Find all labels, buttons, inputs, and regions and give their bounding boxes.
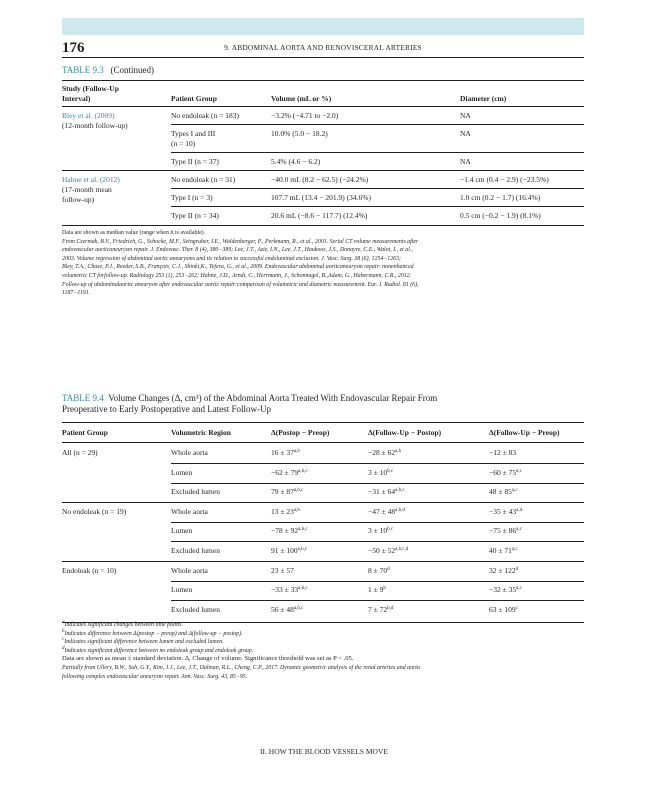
column-header-followup-preop: Δ(Follow-Up − Preop) xyxy=(489,428,560,437)
delta-followup-postop xyxy=(368,448,401,458)
delta-followup-postop-text: −31 ± 64 xyxy=(368,487,396,497)
diameter-value: 1.0 cm (0.2 − 1.7) (16.4%) xyxy=(460,193,541,202)
volumetric-region xyxy=(171,605,220,615)
reference-line: Bley, T.A., Chase, P.J., Reeder, S.B., François, C.J., Shinki,K., Tefera, G., et al., 2009. Endovascular abdominal aorticaneurysm repair: nonenhanced xyxy=(62,264,414,271)
delta-followup-postop-text: 1 ± 9 xyxy=(368,585,384,595)
delta-followup-preop xyxy=(489,546,518,556)
footnote-mark: d xyxy=(62,645,65,651)
table-9-4 xyxy=(62,422,584,622)
diameter-value: NA xyxy=(460,157,471,166)
diameter-value: −1.4 cm (0.4 − 2.9) (−23.5%) xyxy=(460,175,549,184)
delta-followup-postop xyxy=(368,546,408,556)
delta-followup-postop-text: −50 ± 52 xyxy=(368,546,396,555)
group-rule xyxy=(62,561,584,562)
study-interval: (17-month mean xyxy=(62,185,112,194)
running-head: 9. ABDOMINAL AORTA AND RENOVISCERAL ARTERIES xyxy=(224,43,422,52)
volume-value: −40.0 mL (8.2 − 62.5) (−24.2%) xyxy=(271,175,369,184)
delta-postop-preop xyxy=(271,507,300,517)
diameter-value: NA xyxy=(460,111,471,120)
delta-followup-postop xyxy=(368,487,405,497)
volumetric-region-text: Excluded lumen xyxy=(171,604,220,614)
column-header-group: Patient Group xyxy=(62,428,108,437)
footnote xyxy=(62,647,584,656)
reference-line: 2003. Volume regression of abdominal aortic aneurysms and its relation to successful endoluminal exclusion. J. Vasc. Surg. 38 (6), 1254−1263; xyxy=(62,255,401,262)
row-rule xyxy=(171,124,584,125)
footnote xyxy=(62,630,584,639)
table-top-rule xyxy=(62,422,584,423)
delta-followup-preop-text: −32 ± 35 xyxy=(489,585,517,595)
volume-value: −3.2% (−4.71 to −2.0) xyxy=(271,111,339,120)
row-rule xyxy=(171,581,584,582)
row-rule xyxy=(171,483,584,484)
volumetric-region xyxy=(171,448,208,458)
caption-text: (Continued) xyxy=(110,65,155,75)
reference-line: endovascular aorticaneurysm repair. J. Endovasc. Ther. 8 (4), 380−389; Lee, J.T., Aziz, I.N., Lee, J.T., Haukoos, J.S., Donayre, C.E., Walot, I., et al., xyxy=(62,247,413,254)
page-number: 176 xyxy=(62,40,85,56)
significance-mark: a,b xyxy=(395,449,402,454)
significance-mark: a,c xyxy=(511,547,518,552)
study-link-bley[interactable]: Bley et al. (2009) xyxy=(62,111,115,120)
significance-mark: a,b,c,d xyxy=(395,547,409,552)
column-header-study-cont: Interval) xyxy=(62,94,91,103)
delta-postop-preop xyxy=(271,585,308,595)
patient-group: Types I and III xyxy=(171,129,216,138)
reference-line: volumetric CT forfollow-up. Radiology 253 (1), 253−262; Hahne, J.D., Arndt, C., Herrmann, J., Schonnagel, B.,Adam, G., Habermann, C.R., 2012. xyxy=(62,272,412,279)
significance-mark: a,b,c xyxy=(293,605,304,611)
row-rule xyxy=(171,541,584,542)
delta-followup-preop xyxy=(489,566,518,576)
table-label: TABLE 9.3 xyxy=(62,65,104,75)
header-rule xyxy=(62,442,584,443)
significance-mark: b,c xyxy=(387,527,394,533)
delta-postop-preop xyxy=(271,605,303,615)
delta-followup-preop-text: 48 ± 85 xyxy=(489,487,512,497)
reference-line: Follow-up of abdominalaortic aneurysm after endovascular aortic repair:comparison of volumetric and diametric measurement. Eur. J. Radiol. 81 (6), xyxy=(62,281,419,288)
significance-mark: b xyxy=(383,586,386,592)
delta-followup-preop xyxy=(489,585,522,595)
volume-value: 10.0% (5.0 − 18.2) xyxy=(271,129,328,138)
delta-postop-preop-text: −33 ± 33 xyxy=(271,585,299,595)
delta-followup-preop-text: 63 ± 109 xyxy=(489,604,516,614)
delta-followup-postop-text: −47 ± 48 xyxy=(368,506,396,516)
delta-followup-postop xyxy=(368,566,390,576)
column-header-diameter: Diameter (cm) xyxy=(460,94,507,103)
row-rule xyxy=(171,152,584,153)
volume-value: 5.4% (4.6 − 6.2) xyxy=(271,157,321,166)
significance-mark: b,c xyxy=(387,468,394,474)
study-interval: (12-month follow-up) xyxy=(62,121,128,130)
delta-followup-preop xyxy=(489,468,522,478)
significance-mark: a,b,c xyxy=(298,586,308,592)
patient-group xyxy=(62,507,126,517)
row-rule xyxy=(171,600,584,601)
patient-group xyxy=(62,566,116,576)
delta-followup-postop-text: 3 ± 10 xyxy=(368,526,388,536)
source-line: Partially from Ullery, B.W., Suh, G.Y., Kim, J.J., Lee, J.T., Dalman, R.L., Cheng, C.P., 2017. Dynamic geometric analysis of the renal arteries and aorta xyxy=(62,664,420,671)
delta-followup-postop-text: 7 ± 72 xyxy=(368,604,388,614)
table-9-3-notes xyxy=(62,229,584,298)
significance-mark: a,b,c xyxy=(298,468,308,474)
volumetric-region xyxy=(171,487,220,497)
footnote-mark: a xyxy=(62,620,65,625)
volumetric-region-text: Whole aorta xyxy=(171,565,208,575)
significance-mark: a,b xyxy=(293,449,300,454)
volumetric-region-text: Lumen xyxy=(171,526,193,536)
volumetric-region xyxy=(171,585,192,595)
header-rule xyxy=(62,106,584,107)
volumetric-region xyxy=(171,546,220,556)
delta-postop-preop xyxy=(271,487,303,497)
delta-postop-preop xyxy=(271,468,308,478)
volumetric-region-text: Excluded lumen xyxy=(171,546,220,555)
caption-text-cont: Preoperative to Early Postoperative and Latest Follow-Up xyxy=(62,404,271,414)
patient-group: Type I (n = 3) xyxy=(171,193,213,202)
delta-followup-preop-text: 32 ± 122 xyxy=(489,565,516,575)
patient-group: No endoleak (n = 31) xyxy=(171,175,236,184)
significance-mark: a,b,c xyxy=(297,547,308,552)
table-bottom-rule xyxy=(62,225,584,226)
delta-postop-preop-text: 23 ± 57 xyxy=(271,565,294,575)
delta-followup-preop-text: −60 ± 75 xyxy=(489,467,517,477)
delta-postop-preop xyxy=(271,546,307,556)
volumetric-region-text: Whole aorta xyxy=(171,448,208,457)
page-footer: II. HOW THE BLOOD VESSELS MOVE xyxy=(260,747,388,756)
delta-followup-preop xyxy=(489,507,522,517)
significance-mark: a,c xyxy=(516,586,522,592)
significance-mark: a,b xyxy=(293,507,300,513)
delta-postop-preop-text: −78 ± 92 xyxy=(271,526,299,536)
footnote xyxy=(62,621,584,630)
patient-group: Type II (n = 34) xyxy=(171,211,219,220)
delta-followup-preop xyxy=(489,526,522,536)
group-rule xyxy=(62,502,584,503)
diameter-value: 0.5 cm (−0.2 − 1.9) (8.1%) xyxy=(460,211,541,220)
volumetric-region-text: Lumen xyxy=(171,467,193,477)
significance-mark: a,c xyxy=(511,488,518,494)
table-9-3-caption xyxy=(62,65,154,76)
delta-followup-preop-text: 40 ± 71 xyxy=(489,546,512,555)
delta-followup-preop xyxy=(489,448,516,458)
row-rule xyxy=(171,206,584,207)
caption-text: Volume Changes (Δ, cm³) of the Abdominal Aorta Treated With Endovascular Repair From xyxy=(108,393,438,403)
significance-mark: b,d xyxy=(387,605,394,611)
significance-mark: a,b,d xyxy=(395,507,405,513)
patient-group-count: (n = 10) xyxy=(171,139,196,148)
patient-group-text: All (n = 29) xyxy=(62,448,98,457)
top-color-bar xyxy=(62,18,584,35)
patient-group-text: Endoleak (n = 10) xyxy=(62,565,117,575)
volumetric-region xyxy=(171,468,192,478)
row-rule xyxy=(171,522,584,523)
diameter-value: NA xyxy=(460,129,471,138)
row-rule xyxy=(171,463,584,464)
significance-mark: d xyxy=(387,566,390,572)
significance-mark: a,b,c xyxy=(293,488,304,494)
delta-followup-postop-text: 8 ± 70 xyxy=(368,565,388,575)
footnote-text: Indicates difference between Δ(postop − preop) and Δ(follow-up − postop). xyxy=(64,630,243,637)
patient-group: No endoleak (n = 183) xyxy=(171,111,239,120)
significance-mark: a,d xyxy=(516,507,523,513)
delta-postop-preop-text: 16 ± 37 xyxy=(271,448,294,457)
delta-followup-preop xyxy=(489,487,518,497)
table-top-rule xyxy=(62,80,584,81)
delta-followup-postop xyxy=(368,605,393,615)
delta-postop-preop xyxy=(271,566,294,576)
significance-mark: a,c xyxy=(516,468,522,474)
delta-postop-preop-text: 56 ± 48 xyxy=(271,604,294,614)
study-interval-cont: follow-up) xyxy=(62,195,95,204)
column-header-volume: Volume (mL or %) xyxy=(271,94,332,103)
delta-followup-postop-text: 3 ± 10 xyxy=(368,467,388,477)
delta-postop-preop-text: 91 ± 100 xyxy=(271,546,298,555)
table-note: Data are shown as median value (range when it is available). xyxy=(62,230,206,236)
patient-group-text: No endoleak (n = 19) xyxy=(62,506,127,516)
delta-postop-preop-text: −62 ± 79 xyxy=(271,467,299,477)
volumetric-region xyxy=(171,566,208,576)
column-header-study: Study (Follow-Up xyxy=(62,84,119,93)
table-9-4-footnotes xyxy=(62,621,584,681)
delta-followup-postop-text: −28 ± 62 xyxy=(368,448,396,457)
delta-followup-postop xyxy=(368,507,405,517)
significance-mark: c xyxy=(515,605,518,611)
column-header-region: Volumetric Region xyxy=(171,428,231,437)
table-label: TABLE 9.4 xyxy=(62,393,104,403)
row-rule xyxy=(171,188,584,189)
page-header xyxy=(62,40,584,56)
volumetric-region-text: Whole aorta xyxy=(171,506,208,516)
volumetric-region xyxy=(171,507,208,517)
delta-followup-postop xyxy=(368,468,393,478)
volumetric-region-text: Excluded lumen xyxy=(171,487,220,497)
footnote-text: Indicates significant difference between lumen and excluded lumen. xyxy=(64,639,224,646)
significance-mark: d xyxy=(515,566,519,572)
volume-value: 20.6 mL (−8.6 − 117.7) (12.4%) xyxy=(271,211,368,220)
source-line: following complex endovascular aneurysm repair. Ann. Vasc. Surg. 43, 85−95. xyxy=(62,673,248,680)
table-note: Data are shown as mean ± standard deviation. Δ, Change of volume. Significance threshold was set as P < .05. xyxy=(62,655,354,663)
significance-mark: a,b,c xyxy=(395,488,405,494)
column-header-postop-preop: Δ(Postop − Preop) xyxy=(271,428,330,437)
delta-postop-preop xyxy=(271,448,300,458)
footnote xyxy=(62,638,584,647)
delta-postop-preop-text: 79 ± 87 xyxy=(271,487,294,497)
column-header-group: Patient Group xyxy=(171,94,217,103)
reference-line: 1187−1191. xyxy=(62,290,91,297)
header-rule xyxy=(62,57,584,58)
footnote-text: Indicates significant changes between time points. xyxy=(64,622,183,628)
volumetric-region-text: Lumen xyxy=(171,585,193,595)
delta-followup-preop xyxy=(489,605,518,615)
delta-followup-preop-text: −12 ± 83 xyxy=(489,448,517,457)
patient-group xyxy=(62,448,98,458)
significance-mark: a,c xyxy=(516,527,522,533)
study-link-hahne[interactable]: Hahne et al. (2012) xyxy=(62,175,120,184)
column-header-followup-postop: Δ(Follow-Up − Postop) xyxy=(368,428,442,437)
delta-followup-preop-text: −75 ± 86 xyxy=(489,526,517,536)
volumetric-region xyxy=(171,526,192,536)
footnote-mark: c xyxy=(62,637,65,643)
table-9-4-caption xyxy=(62,393,437,415)
volume-value: 107.7 mL (13.4 − 201.9) (34.6%) xyxy=(271,193,371,202)
footnote-text: Indicates significant difference between no endoleak group and endoleak group. xyxy=(64,647,254,654)
study-rule xyxy=(62,170,584,171)
footnote-mark: b xyxy=(62,628,65,634)
reference-line: From Czermak, B.V., Friedrich, G., Schocke, M.F., Seingruber, I.E., Waldenberger, P., Perkmann, R., et al., 2001. Serial CT volume measurements after xyxy=(62,238,419,245)
delta-postop-preop xyxy=(271,526,308,536)
patient-group: Type II (n = 37) xyxy=(171,157,219,166)
delta-followup-postop xyxy=(368,526,393,536)
delta-followup-preop-text: −35 ± 43 xyxy=(489,506,517,516)
significance-mark: a,b,c xyxy=(298,527,308,533)
delta-postop-preop-text: 13 ± 23 xyxy=(271,506,294,516)
delta-followup-postop xyxy=(368,585,386,595)
